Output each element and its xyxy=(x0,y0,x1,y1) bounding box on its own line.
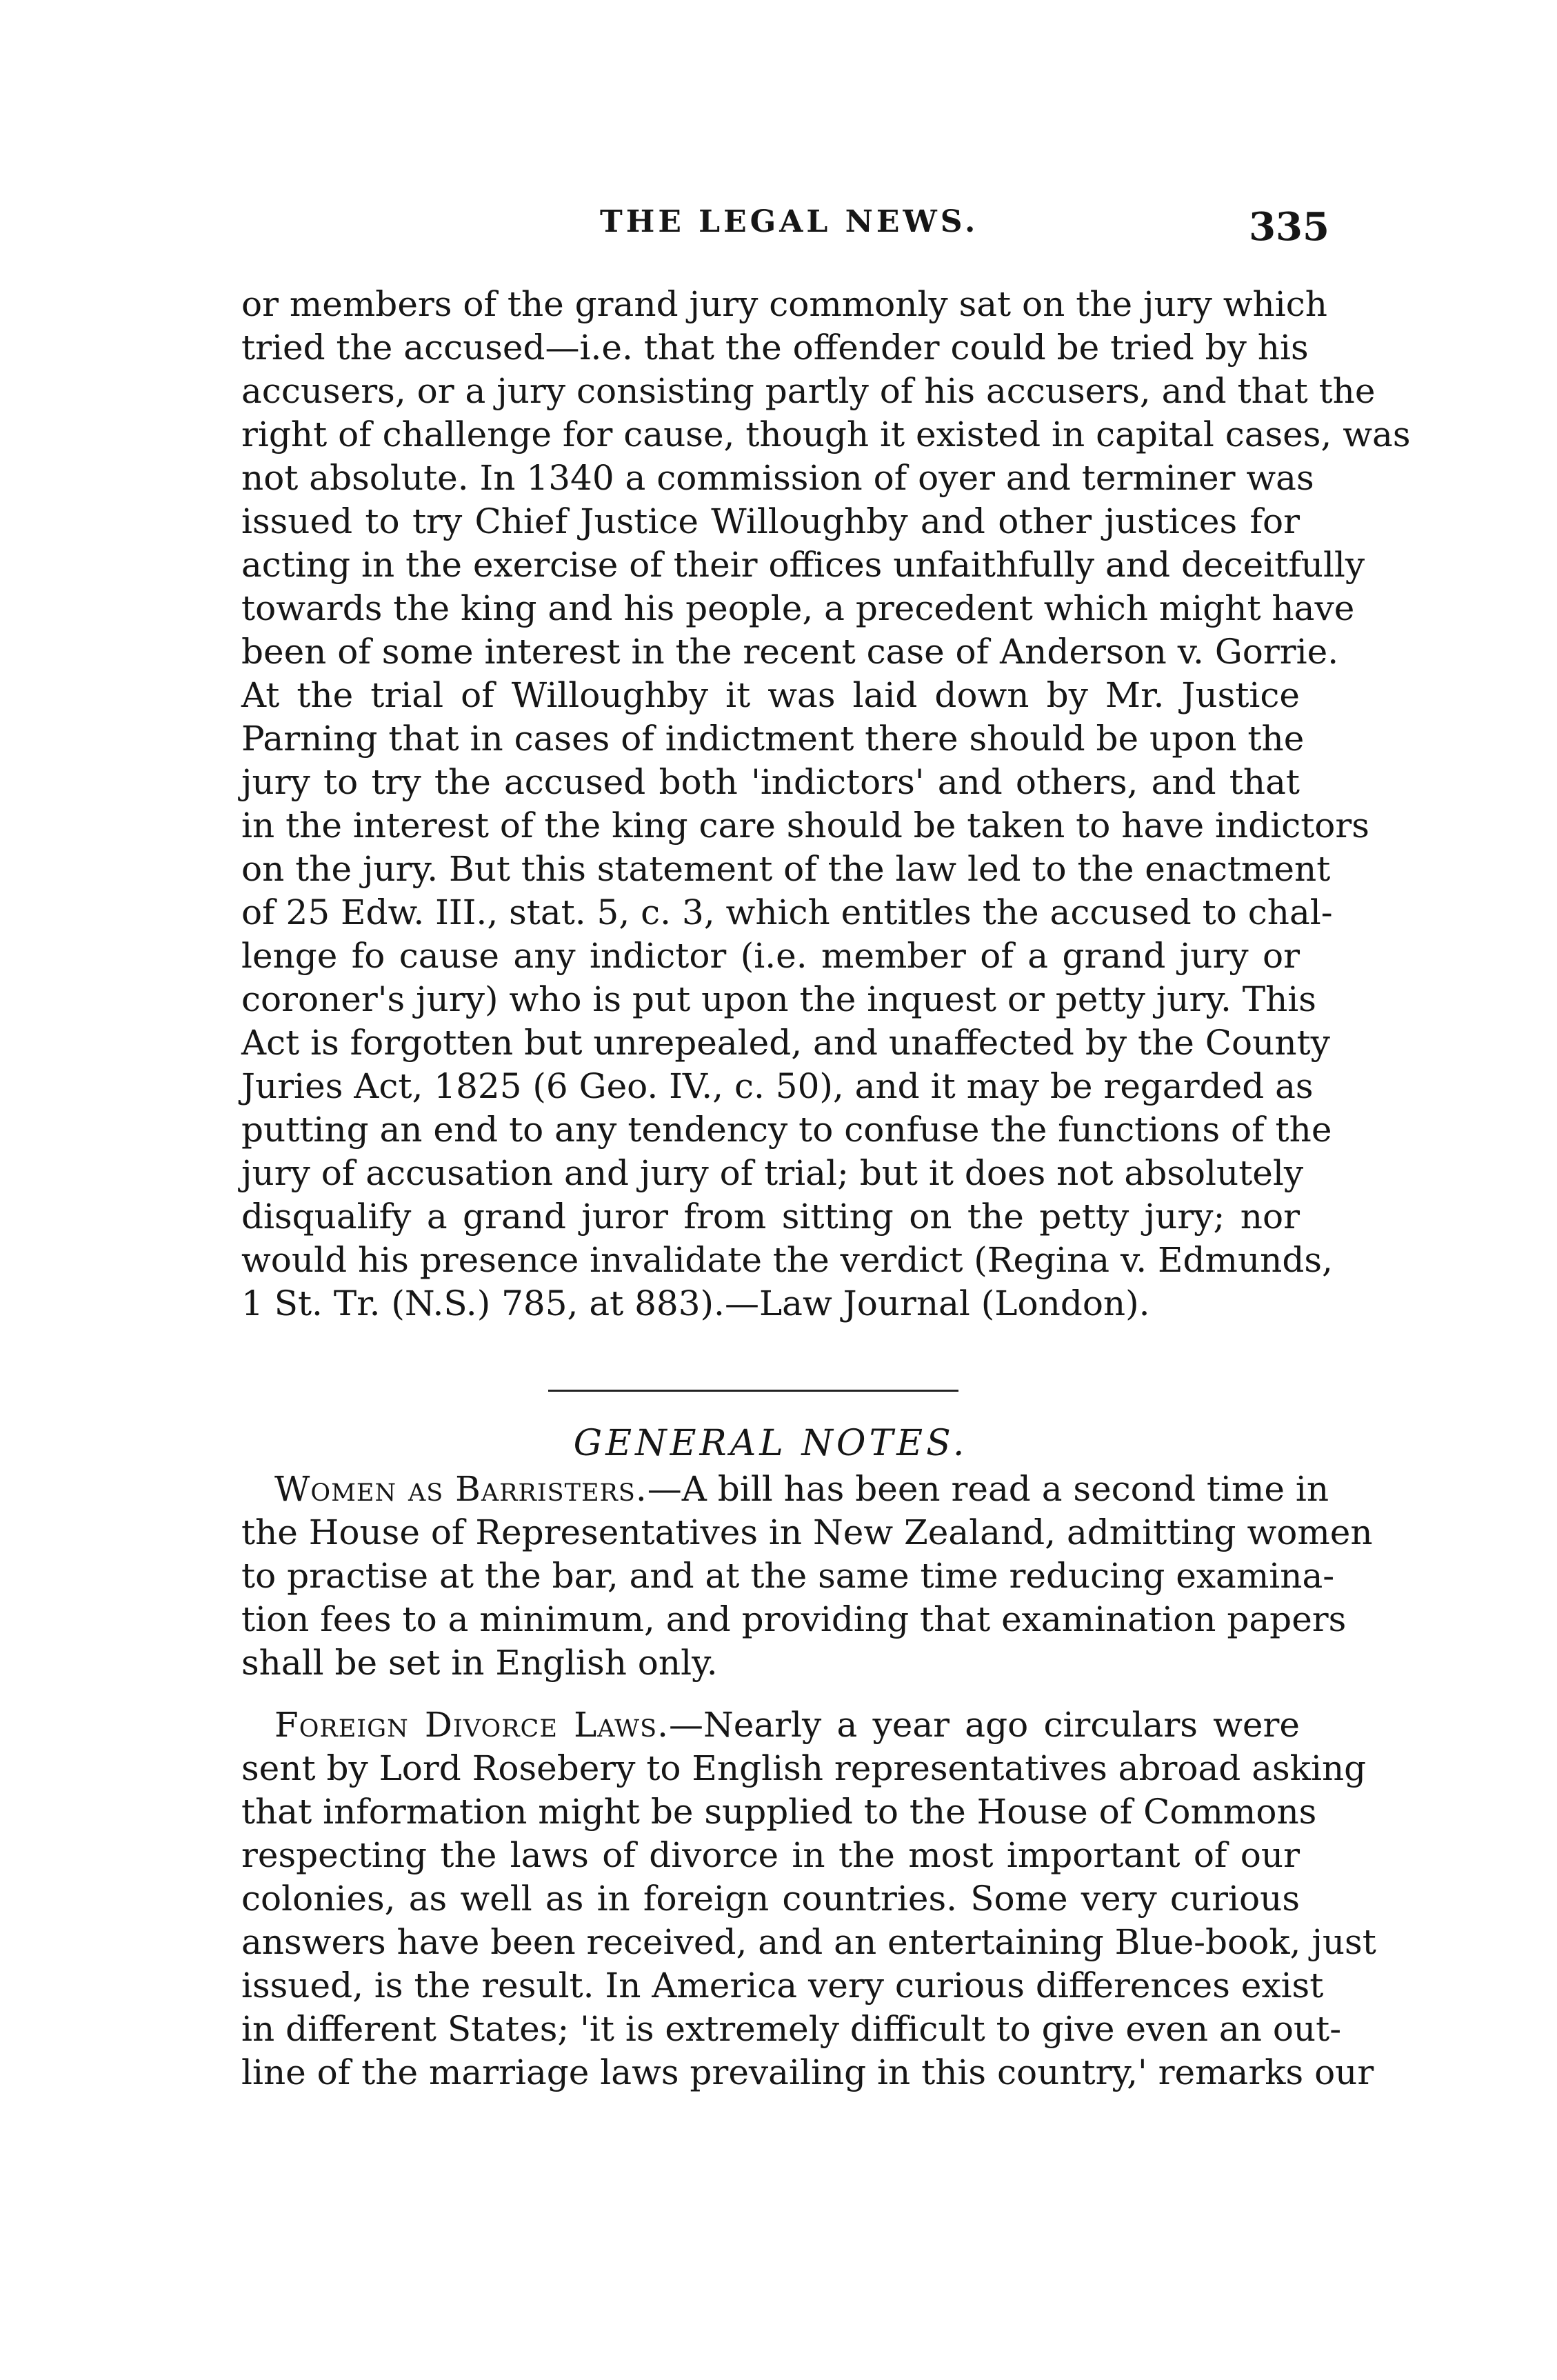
text-line: issued to try Chief Justice Willoughby and other justices for xyxy=(241,501,1300,541)
text-line: the House of Representatives in New Zealand, admitting women xyxy=(241,1512,1373,1552)
text-line: sent by Lord Rosebery to English representatives abroad asking xyxy=(241,1748,1367,1788)
note-first-line xyxy=(241,1703,1300,1747)
text-line: 1 St. Tr. (N.S.) 785, at 883).—Law Journal (London). xyxy=(241,1283,1150,1323)
text-line: jury of accusation and jury of trial; but it does not absolutely xyxy=(241,1153,1304,1193)
text-line: towards the king and his people, a precedent which might have xyxy=(241,588,1355,628)
text-line: issued, is the result. In America very curious differences exist xyxy=(241,1966,1324,2006)
general-notes-title: GENERAL NOTES. xyxy=(573,1423,968,1464)
text-line: lenge fo cause any indictor (i.e. member of a grand jury or xyxy=(241,936,1300,976)
text-line: that information might be supplied to the House of Commons xyxy=(241,1792,1317,1832)
text-line: At the trial of Willoughby it was laid down by Mr. Justice xyxy=(241,675,1300,715)
text-line: not absolute. In 1340 a commission of oyer and terminer was xyxy=(241,458,1314,498)
text-run: —A bill has been read a second time in xyxy=(647,1469,1329,1509)
text-line: Act is forgotten but unrepealed, and unaffected by the County xyxy=(241,1023,1330,1063)
text-line: on the jury. But this statement of the law led to the enactment xyxy=(241,849,1331,889)
note-heading: Women as Barristers. xyxy=(274,1469,647,1509)
text-line: line of the marriage laws prevailing in this country,' remarks our xyxy=(241,2052,1374,2092)
text-line: right of challenge for cause, though it existed in capital cases, was xyxy=(241,414,1411,454)
text-line: disqualify a grand juror from sitting on the petty jury; nor xyxy=(241,1197,1300,1237)
foreign-divorce-laws-note xyxy=(241,1703,1376,2094)
text-line: coroner's jury) who is put upon the inquest or petty jury. This xyxy=(241,979,1316,1019)
running-title: THE LEGAL NEWS. xyxy=(600,204,979,239)
page-number: 335 xyxy=(1249,204,1329,250)
note-first-line xyxy=(241,1468,1329,1511)
article-continuation xyxy=(241,283,1411,1326)
text-line: Juries Act, 1825 (6 Geo. IV., c. 50), and it may be regarded as xyxy=(241,1066,1314,1106)
text-line: respecting the laws of divorce in the most important of our xyxy=(241,1835,1300,1875)
text-line: answers have been received, and an entertaining Blue-book, just xyxy=(241,1922,1376,1962)
text-line: would his presence invalidate the verdict (Regina v. Edmunds, xyxy=(241,1240,1333,1280)
text-line: accusers, or a jury consisting partly of his accusers, and that the xyxy=(241,371,1376,411)
text-line: tried the accused—i.e. that the offender could be tried by his xyxy=(241,328,1309,368)
section-divider xyxy=(548,1390,958,1392)
text-line: tion fees to a minimum, and providing that examination papers xyxy=(241,1599,1347,1639)
text-line: Parning that in cases of indictment there should be upon the xyxy=(241,719,1305,759)
note-heading: Foreign Divorce Laws. xyxy=(274,1705,669,1745)
page-header xyxy=(241,204,1338,259)
text-line: colonies, as well as in foreign countries. Some very curious xyxy=(241,1879,1300,1919)
women-as-barristers-note xyxy=(241,1468,1373,1685)
text-line: of 25 Edw. III., stat. 5, c. 3, which entitles the accused to chal- xyxy=(241,892,1333,932)
text-line: acting in the exercise of their offices unfaithfully and deceitfully xyxy=(241,545,1365,585)
text-line: or members of the grand jury commonly sat on the jury which xyxy=(241,284,1327,324)
text-line: jury to try the accused both 'indictors' and others, and that xyxy=(241,762,1300,802)
text-line: putting an end to any tendency to confuse the functions of the xyxy=(241,1110,1332,1150)
text-line: in the interest of the king care should be taken to have indictors xyxy=(241,806,1369,846)
text-line: been of some interest in the recent case of Anderson v. Gorrie. xyxy=(241,632,1339,672)
text-run: —Nearly a year ago circulars were xyxy=(669,1705,1300,1745)
text-line: to practise at the bar, and at the same time reducing examina- xyxy=(241,1556,1335,1596)
text-line: shall be set in English only. xyxy=(241,1643,718,1683)
text-line: in different States; 'it is extremely difficult to give even an out- xyxy=(241,2009,1342,2049)
